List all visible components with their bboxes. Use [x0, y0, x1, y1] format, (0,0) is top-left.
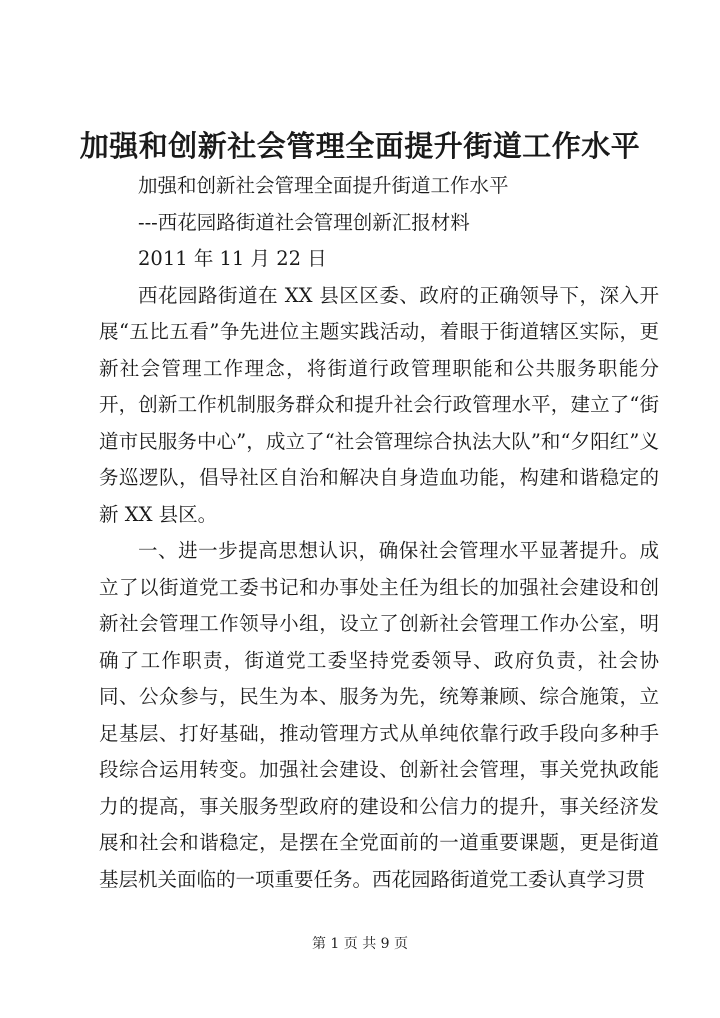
- document-subtitle: 加强和创新社会管理全面提升街道工作水平: [138, 174, 509, 197]
- page-footer: 第 1 页 共 9 页: [311, 936, 409, 952]
- document-body: [99, 168, 659, 898]
- paragraph: 西花园路街道在 XX 县区区委、政府的正确领导下，深入开展“五比五看”争先进位主题实践活动，着眼于街道辖区实际，更新社会管理工作理念，将街道行政管理职能和公共服务职能分开，创新工作机制服务群众和提升社会行政管理水平，建立了“街道市民服务中心”，成立了“社会管理综合执法大队”和“夕阳红”义务巡逻队，倡导社区自治和解决自身造血功能，构建和谐稳定的新 XX 县区。: [99, 283, 659, 526]
- document-sub-subtitle: ---西花园路街道社会管理创新汇报材料: [138, 210, 470, 234]
- document-title: 加强和创新社会管理全面提升街道工作水平: [79, 129, 641, 163]
- document-date: 2011 年 11 月 22 日: [138, 247, 327, 270]
- paragraph: 一、进一步提高思想认识，确保社会管理水平显著提升。成立了以街道党工委书记和办事处主任为组长的加强社会建设和创新社会管理工作领导小组，设立了创新社会管理工作办公室，明确了工作职责，街道党工委坚持党委领导、政府负责，社会协同、公众参与，民生为本、服务为先，统筹兼顾、综合施策，立足基层、打好基础，推动管理方式从单纯依靠行政手段向多种手段综合运用转变。加强社会建设、创新社会管理，事关党执政能力的提高，事关服务型政府的建设和公信力的提升，事关经济发展和社会和谐稳定，是摆在全党面前的一道重要课题，更是街道基层机关面临的一项重要任务。西花园路街道党工委认真学习贯: [99, 539, 659, 891]
